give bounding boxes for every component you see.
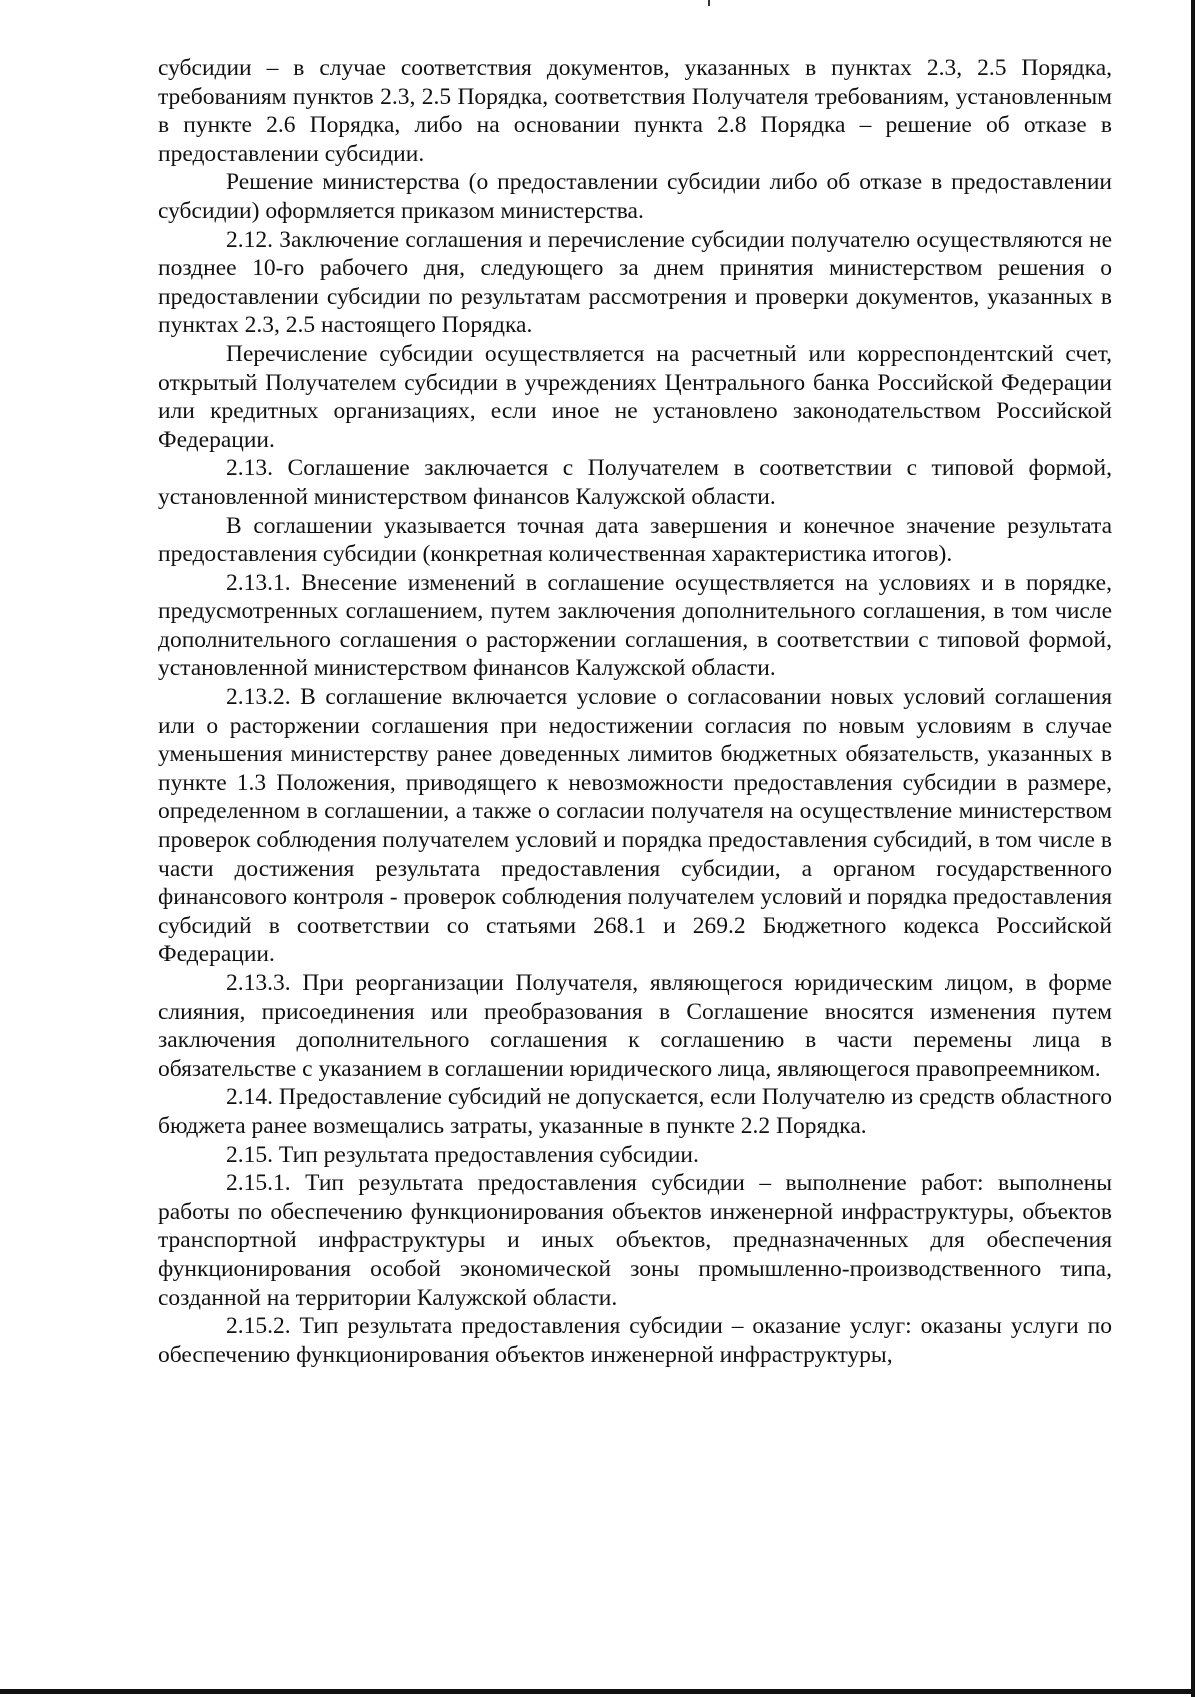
paragraph: субсидии – в случае соответствия документов, указанных в пунктах 2.3, 2.5 Порядка, требованиям пунктов 2.3, 2.5 Порядка, соответствия Получателя требованиям, установленным в пункте 2.6 Порядка, либо на основании пункта 2.8 Порядка – решение об отказе в предоставлении субсидии. — [158, 55, 1112, 167]
paragraph: 2.12. Заключение соглашения и перечисление субсидии получателю осуществляются не позднее 10-го рабочего дня, следующего за днем принятия министерством решения о предоставлении субсидии по результатам рассмотрения и проверки документов, указанных в пунктах 2.3, 2.5 настоящего Порядка. — [158, 226, 1112, 339]
paragraph: 2.15.2. Тип результата предоставления субсидии – оказание услуг: оказаны услуги по обеспечению функционирования объектов инженерной инфраструктуры, — [158, 1313, 1112, 1368]
paragraph: 2.15.1. Тип результата предоставления субсидии – выполнение работ: выполнены работы по обеспечению функционирования объектов инженерной инфраструктуры, объектов транспортной инфраструктуры и иных объектов, предназначенных для обеспечения функционирования особой экономической зоны промышленно-производственного типа, созданной на территории Калужской области. — [158, 1170, 1112, 1311]
paragraph: 2.13.1. Внесение изменений в соглашение осуществляется на условиях и в порядке, предусмотренных соглашением, путем заключения дополнительного соглашения, в том числе дополнительного соглашения о расторжении соглашения, в соответствии с типовой формой, установленной министерством финансов Калужской области. — [158, 569, 1112, 682]
paragraph: 2.13. Соглашение заключается с Получателем в соответствии с типовой формой, установленной министерством финансов Калужской области. — [158, 455, 1112, 510]
paragraph: 2.15. Тип результата предоставления субсидии. — [226, 1141, 699, 1168]
paragraph: 2.13.3. При реорганизации Получателя, являющегося юридическим лицом, в форме слияния, присоединения или преобразования в Соглашение вносятся изменения путем заключения дополнительного соглашения к соглашению в части перемены лица в обязательстве с указанием в соглашении юридического лица, являющегося правопреемником. — [158, 970, 1112, 1082]
paragraph: Решение министерства (о предоставлении субсидии либо об отказе в предоставлении субсидии) оформляется приказом министерства. — [158, 169, 1112, 224]
paragraph: 2.13.2. В соглашение включается условие о согласовании новых условий соглашения или о расторжении соглашения при недостижении согласия по новым условиям в случае уменьшения министерству ранее доведенных лимитов бюджетных обязательств, указанных в пункте 1.3 Положения, приводящего к невозможности предоставления субсидии в размере, определенном в соглашении, а также о согласии получателя на осуществление министерством проверок соблюдения получателем условий и порядка предоставления субсидий, в том числе в части достижения результата предоставления субсидии, а органом государственного финансового контроля - проверок соблюдения получателем условий и порядка предоставления субсидий в соответствии со статьями 268.1 и 269.2 Бюджетного кодекса Российской Федерации. — [158, 684, 1112, 968]
paragraph: 2.14. Предоставление субсидий не допускается, если Получателю из средств областного бюджета ранее возмещались затраты, указанные в пункте 2.2 Порядка. — [158, 1084, 1112, 1139]
page-border-bottom — [0, 1689, 1195, 1694]
document-body — [158, 54, 1112, 1369]
paragraph: В соглашении указывается точная дата завершения и конечное значение результата предоставления субсидии (конкретная количественная характеристика итогов). — [158, 512, 1112, 568]
paragraph: Перечисление субсидии осуществляется на расчетный или корреспондентский счет, открытый Получателем субсидии в учреждениях Центрального банка Российской Федерации или кредитных организациях, если иное не установлено законодательством Российской Федерации. — [158, 340, 1112, 453]
page-border-right — [1191, 0, 1195, 1697]
scan-mark — [708, 0, 710, 6]
